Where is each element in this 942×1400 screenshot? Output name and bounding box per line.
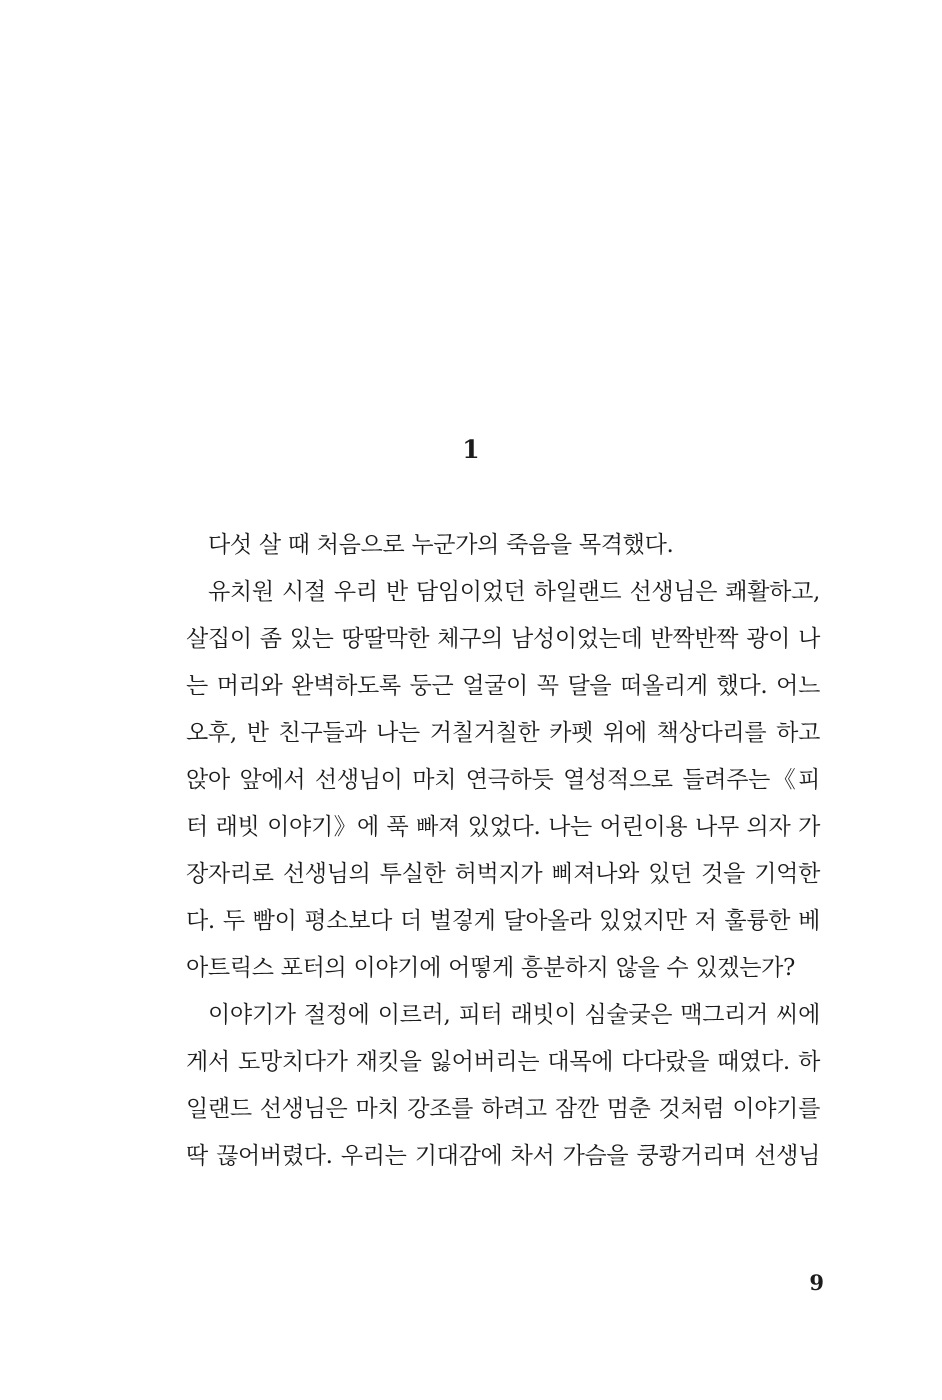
text-line: 게서 도망치다가 재킷을 잃어버리는 대목에 다다랐을 때였다. 하 [186, 1049, 820, 1075]
text-line: 장자리로 선생님의 투실한 허벅지가 삐져나와 있던 것을 기억한 [186, 861, 820, 887]
text-line: 앉아 앞에서 선생님이 마치 연극하듯 열성적으로 들려주는《피 [186, 767, 820, 793]
text-line: 다섯 살 때 처음으로 누군가의 죽음을 목격했다. [208, 532, 674, 558]
text-line: 일랜드 선생님은 마치 강조를 하려고 잠깐 멈춘 것처럼 이야기를 [186, 1096, 820, 1122]
text-line: 아트릭스 포터의 이야기에 어떻게 흥분하지 않을 수 있겠는가? [186, 955, 796, 981]
text-line: 오후, 반 친구들과 나는 거칠거칠한 카펫 위에 책상다리를 하고 [186, 720, 820, 746]
chapter-number: 1 [462, 435, 480, 464]
text-line: 이야기가 절정에 이르러, 피터 래빗이 심술궂은 맥그리거 씨에 [208, 1002, 820, 1028]
text-line: 는 머리와 완벽하도록 둥근 얼굴이 꼭 달을 떠올리게 했다. 어느 [186, 673, 820, 699]
text-line: 살집이 좀 있는 땅딸막한 체구의 남성이었는데 반짝반짝 광이 나 [186, 626, 820, 652]
text-line: 유치원 시절 우리 반 담임이었던 하일랜드 선생님은 쾌활하고, [208, 579, 820, 605]
text-line: 터 래빗 이야기》에 푹 빠져 있었다. 나는 어린이용 나무 의자 가 [186, 814, 820, 840]
body-text [186, 522, 820, 1180]
text-line: 다. 두 빰이 평소보다 더 벌겋게 달아올라 있었지만 저 훌륭한 베 [186, 908, 820, 934]
page-number: 9 [809, 1270, 824, 1295]
text-line: 딱 끊어버렸다. 우리는 기대감에 차서 가슴을 쿵쾅거리며 선생님 [186, 1143, 820, 1169]
